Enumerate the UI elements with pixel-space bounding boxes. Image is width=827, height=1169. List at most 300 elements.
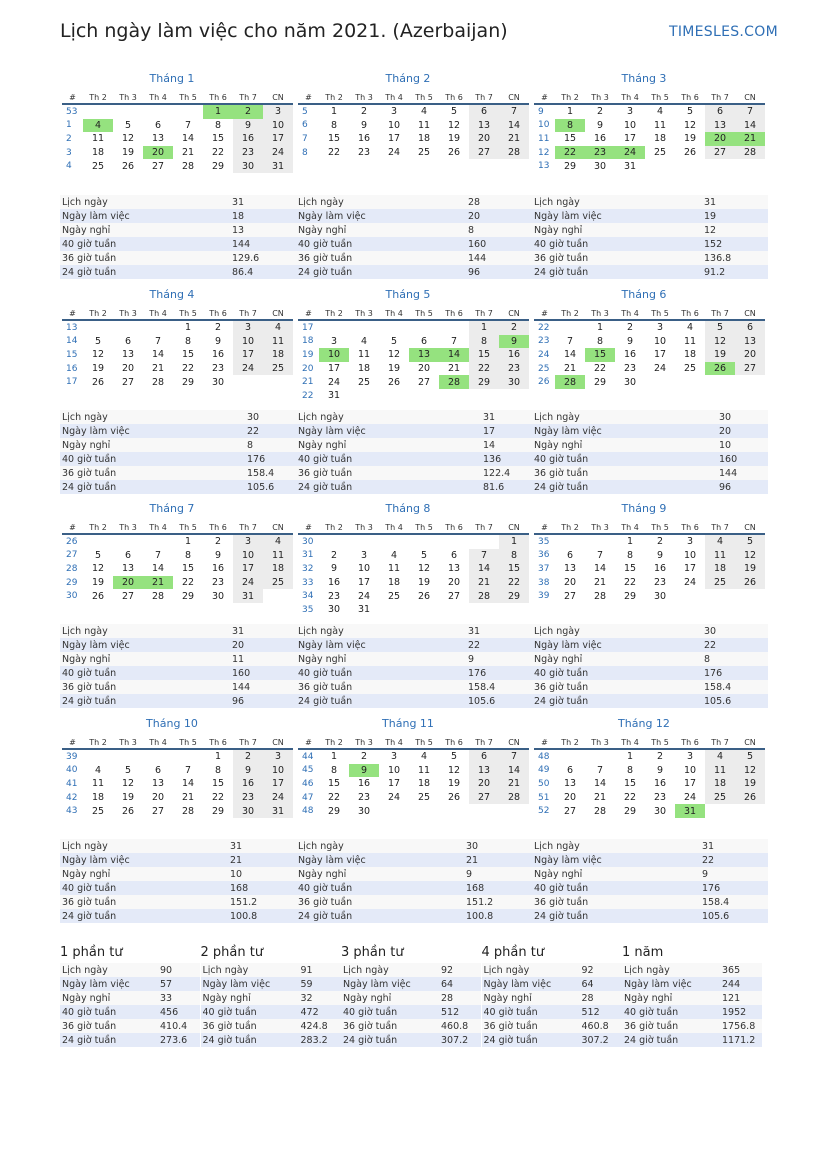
weekend-cell[interactable]: 16 xyxy=(233,777,263,791)
day-cell[interactable]: 30 xyxy=(211,590,225,602)
day-cell[interactable]: 21 xyxy=(593,792,607,804)
day-cell[interactable]: 4 xyxy=(360,335,368,347)
day-cell[interactable]: 6 xyxy=(154,764,162,776)
day-cell[interactable]: 3 xyxy=(360,549,368,561)
day-cell[interactable]: 24 xyxy=(327,376,341,388)
day-cell[interactable]: 23 xyxy=(211,363,225,375)
day-cell[interactable]: 13 xyxy=(121,563,135,575)
day-cell[interactable]: 23 xyxy=(327,590,341,602)
weekend-cell[interactable]: 3 xyxy=(263,104,293,119)
weekend-cell[interactable]: 19 xyxy=(735,562,765,576)
weekend-cell[interactable]: 17 xyxy=(263,777,293,791)
weekend-cell[interactable]: 8 xyxy=(499,549,529,563)
day-cell[interactable]: 29 xyxy=(181,590,195,602)
weekend-cell[interactable]: 18 xyxy=(705,777,735,791)
weekend-cell[interactable]: 16 xyxy=(233,132,263,146)
weekend-cell[interactable]: 2 xyxy=(499,320,529,335)
day-cell[interactable]: 18 xyxy=(357,363,371,375)
day-cell[interactable]: 23 xyxy=(357,792,371,804)
day-cell[interactable]: 7 xyxy=(184,764,192,776)
day-cell[interactable]: 10 xyxy=(387,764,401,776)
day-cell[interactable]: 3 xyxy=(390,751,398,763)
day-cell[interactable]: 10 xyxy=(683,549,697,561)
day-cell[interactable]: 30 xyxy=(653,805,667,817)
weekend-cell[interactable]: 7 xyxy=(499,104,529,119)
weekend-cell[interactable]: 18 xyxy=(263,348,293,362)
day-cell[interactable]: 3 xyxy=(656,322,664,334)
weekend-cell[interactable]: 24 xyxy=(233,362,263,376)
day-cell[interactable]: 24 xyxy=(387,147,401,159)
day-cell[interactable]: 19 xyxy=(91,363,105,375)
day-cell[interactable]: 3 xyxy=(686,751,694,763)
weekend-cell[interactable]: 3 xyxy=(233,320,263,335)
day-cell[interactable]: 13 xyxy=(121,349,135,361)
day-cell[interactable]: 7 xyxy=(154,549,162,561)
day-cell[interactable]: 17 xyxy=(683,778,697,790)
day-cell[interactable]: 26 xyxy=(91,376,105,388)
day-cell[interactable]: 30 xyxy=(653,590,667,602)
weekend-cell[interactable]: 5 xyxy=(735,749,765,764)
day-cell[interactable]: 18 xyxy=(91,792,105,804)
day-cell[interactable]: 2 xyxy=(360,751,368,763)
weekend-cell[interactable]: 6 xyxy=(469,749,499,764)
day-cell[interactable]: 14 xyxy=(593,563,607,575)
day-cell[interactable]: 10 xyxy=(653,335,667,347)
day-cell[interactable]: 13 xyxy=(151,778,165,790)
day-cell[interactable]: 10 xyxy=(623,119,637,131)
day-cell[interactable]: 24 xyxy=(387,792,401,804)
holiday-cell[interactable]: 9 xyxy=(349,764,379,778)
day-cell[interactable]: 31 xyxy=(357,604,371,616)
weekend-cell[interactable]: 27 xyxy=(705,146,735,160)
day-cell[interactable]: 20 xyxy=(417,363,431,375)
day-cell[interactable]: 21 xyxy=(181,792,195,804)
holiday-cell[interactable]: 15 xyxy=(585,348,615,362)
day-cell[interactable]: 11 xyxy=(387,563,401,575)
weekend-cell[interactable]: 17 xyxy=(263,132,293,146)
day-cell[interactable]: 28 xyxy=(151,376,165,388)
weekend-cell[interactable]: 3 xyxy=(233,534,263,549)
day-cell[interactable]: 1 xyxy=(184,322,192,334)
weekend-cell[interactable]: 16 xyxy=(499,348,529,362)
day-cell[interactable]: 16 xyxy=(327,577,341,589)
day-cell[interactable]: 29 xyxy=(623,590,637,602)
weekend-cell[interactable]: 23 xyxy=(499,362,529,376)
weekend-cell[interactable]: 30 xyxy=(233,804,263,818)
day-cell[interactable]: 15 xyxy=(181,349,195,361)
day-cell[interactable]: 3 xyxy=(626,106,634,118)
day-cell[interactable]: 15 xyxy=(211,778,225,790)
day-cell[interactable]: 21 xyxy=(447,363,461,375)
day-cell[interactable]: 14 xyxy=(151,563,165,575)
weekend-cell[interactable]: 15 xyxy=(469,348,499,362)
day-cell[interactable]: 28 xyxy=(593,590,607,602)
holiday-cell[interactable]: 8 xyxy=(555,119,585,133)
day-cell[interactable]: 19 xyxy=(447,778,461,790)
day-cell[interactable]: 11 xyxy=(417,119,431,131)
weekend-cell[interactable]: 22 xyxy=(469,362,499,376)
day-cell[interactable]: 15 xyxy=(623,778,637,790)
day-cell[interactable]: 12 xyxy=(447,119,461,131)
day-cell[interactable]: 5 xyxy=(450,751,458,763)
day-cell[interactable]: 28 xyxy=(593,805,607,817)
weekend-cell[interactable]: 11 xyxy=(263,335,293,349)
day-cell[interactable]: 19 xyxy=(91,577,105,589)
day-cell[interactable]: 17 xyxy=(653,349,667,361)
weekend-cell[interactable]: 28 xyxy=(499,146,529,160)
day-cell[interactable]: 25 xyxy=(91,805,105,817)
holiday-cell[interactable]: 24 xyxy=(615,146,645,160)
day-cell[interactable]: 7 xyxy=(566,335,574,347)
day-cell[interactable]: 1 xyxy=(330,106,338,118)
holiday-cell[interactable]: 23 xyxy=(585,146,615,160)
holiday-cell[interactable]: 21 xyxy=(735,132,765,146)
day-cell[interactable]: 18 xyxy=(653,133,667,145)
day-cell[interactable]: 17 xyxy=(623,133,637,145)
day-cell[interactable]: 12 xyxy=(387,349,401,361)
weekend-cell[interactable]: 10 xyxy=(233,335,263,349)
day-cell[interactable]: 4 xyxy=(656,106,664,118)
weekend-cell[interactable]: 25 xyxy=(705,576,735,590)
day-cell[interactable]: 25 xyxy=(417,147,431,159)
weekend-cell[interactable]: 26 xyxy=(735,791,765,805)
day-cell[interactable]: 3 xyxy=(330,335,338,347)
day-cell[interactable]: 26 xyxy=(447,147,461,159)
weekend-cell[interactable]: 24 xyxy=(233,576,263,590)
day-cell[interactable]: 12 xyxy=(91,563,105,575)
day-cell[interactable]: 2 xyxy=(596,106,604,118)
day-cell[interactable]: 6 xyxy=(124,549,132,561)
weekend-cell[interactable]: 13 xyxy=(469,764,499,778)
day-cell[interactable]: 7 xyxy=(184,119,192,131)
day-cell[interactable]: 18 xyxy=(417,133,431,145)
day-cell[interactable]: 9 xyxy=(214,549,222,561)
day-cell[interactable]: 27 xyxy=(151,160,165,172)
weekend-cell[interactable]: 8 xyxy=(469,335,499,349)
weekend-cell[interactable]: 12 xyxy=(705,335,735,349)
day-cell[interactable]: 26 xyxy=(91,590,105,602)
day-cell[interactable]: 10 xyxy=(683,764,697,776)
weekend-cell[interactable]: 22 xyxy=(499,576,529,590)
day-cell[interactable]: 28 xyxy=(151,590,165,602)
day-cell[interactable]: 8 xyxy=(330,764,338,776)
day-cell[interactable]: 11 xyxy=(357,349,371,361)
day-cell[interactable]: 1 xyxy=(184,536,192,548)
day-cell[interactable]: 2 xyxy=(330,549,338,561)
day-cell[interactable]: 10 xyxy=(387,119,401,131)
day-cell[interactable]: 28 xyxy=(181,805,195,817)
day-cell[interactable]: 8 xyxy=(214,764,222,776)
weekend-cell[interactable]: 28 xyxy=(735,146,765,160)
day-cell[interactable]: 9 xyxy=(214,335,222,347)
day-cell[interactable]: 12 xyxy=(417,563,431,575)
weekend-cell[interactable]: 20 xyxy=(469,132,499,146)
day-cell[interactable]: 23 xyxy=(653,792,667,804)
day-cell[interactable]: 8 xyxy=(184,335,192,347)
day-cell[interactable]: 23 xyxy=(357,147,371,159)
day-cell[interactable]: 5 xyxy=(94,335,102,347)
day-cell[interactable]: 2 xyxy=(360,106,368,118)
weekend-cell[interactable]: 17 xyxy=(233,562,263,576)
weekend-cell[interactable]: 4 xyxy=(263,534,293,549)
day-cell[interactable]: 24 xyxy=(357,590,371,602)
weekend-cell[interactable]: 25 xyxy=(705,791,735,805)
day-cell[interactable]: 14 xyxy=(181,133,195,145)
day-cell[interactable]: 18 xyxy=(387,577,401,589)
weekend-cell[interactable]: 4 xyxy=(705,534,735,549)
day-cell[interactable]: 17 xyxy=(683,563,697,575)
weekend-cell[interactable]: 5 xyxy=(705,320,735,335)
weekend-cell[interactable]: 6 xyxy=(469,104,499,119)
day-cell[interactable]: 26 xyxy=(683,147,697,159)
day-cell[interactable]: 2 xyxy=(214,322,222,334)
day-cell[interactable]: 6 xyxy=(450,549,458,561)
day-cell[interactable]: 9 xyxy=(656,549,664,561)
holiday-cell[interactable]: 21 xyxy=(143,576,173,590)
weekend-cell[interactable]: 11 xyxy=(705,764,735,778)
day-cell[interactable]: 14 xyxy=(151,349,165,361)
day-cell[interactable]: 15 xyxy=(327,778,341,790)
day-cell[interactable]: 25 xyxy=(387,590,401,602)
weekend-cell[interactable]: 17 xyxy=(233,348,263,362)
day-cell[interactable]: 9 xyxy=(360,119,368,131)
day-cell[interactable]: 8 xyxy=(184,549,192,561)
day-cell[interactable]: 11 xyxy=(417,764,431,776)
day-cell[interactable]: 1 xyxy=(330,751,338,763)
day-cell[interactable]: 8 xyxy=(330,119,338,131)
weekend-cell[interactable]: 14 xyxy=(499,764,529,778)
day-cell[interactable]: 30 xyxy=(357,805,371,817)
day-cell[interactable]: 4 xyxy=(94,764,102,776)
weekend-cell[interactable]: 13 xyxy=(705,119,735,133)
holiday-cell[interactable]: 31 xyxy=(675,804,705,818)
day-cell[interactable]: 29 xyxy=(211,805,225,817)
weekend-cell[interactable]: 29 xyxy=(499,589,529,603)
weekend-cell[interactable]: 14 xyxy=(469,562,499,576)
day-cell[interactable]: 8 xyxy=(626,764,634,776)
day-cell[interactable]: 1 xyxy=(566,106,574,118)
day-cell[interactable]: 15 xyxy=(563,133,577,145)
day-cell[interactable]: 16 xyxy=(357,133,371,145)
holiday-cell[interactable]: 2 xyxy=(233,104,263,119)
weekend-cell[interactable]: 21 xyxy=(499,777,529,791)
weekend-cell[interactable]: 12 xyxy=(735,764,765,778)
day-cell[interactable]: 31 xyxy=(623,160,637,172)
day-cell[interactable]: 22 xyxy=(211,792,225,804)
day-cell[interactable]: 11 xyxy=(653,119,667,131)
weekend-cell[interactable]: 7 xyxy=(499,749,529,764)
weekend-cell[interactable]: 24 xyxy=(263,791,293,805)
day-cell[interactable]: 19 xyxy=(417,577,431,589)
weekend-cell[interactable]: 4 xyxy=(705,749,735,764)
day-cell[interactable]: 17 xyxy=(387,133,401,145)
day-cell[interactable]: 30 xyxy=(327,604,341,616)
day-cell[interactable]: 19 xyxy=(447,133,461,145)
day-cell[interactable]: 2 xyxy=(656,751,664,763)
day-cell[interactable]: 5 xyxy=(450,106,458,118)
day-cell[interactable]: 5 xyxy=(94,549,102,561)
day-cell[interactable]: 1 xyxy=(596,322,604,334)
site-brand-link[interactable]: TIMESLES.COM xyxy=(669,24,778,40)
day-cell[interactable]: 20 xyxy=(121,363,135,375)
day-cell[interactable]: 4 xyxy=(390,549,398,561)
weekend-cell[interactable]: 10 xyxy=(263,119,293,133)
day-cell[interactable]: 22 xyxy=(623,577,637,589)
weekend-cell[interactable]: 6 xyxy=(705,104,735,119)
day-cell[interactable]: 13 xyxy=(447,563,461,575)
day-cell[interactable]: 7 xyxy=(450,335,458,347)
holiday-cell[interactable]: 20 xyxy=(143,146,173,160)
day-cell[interactable]: 20 xyxy=(151,792,165,804)
weekend-cell[interactable]: 29 xyxy=(469,375,499,389)
day-cell[interactable]: 27 xyxy=(417,376,431,388)
weekend-cell[interactable]: 4 xyxy=(263,320,293,335)
day-cell[interactable]: 29 xyxy=(593,376,607,388)
day-cell[interactable]: 24 xyxy=(683,577,697,589)
day-cell[interactable]: 3 xyxy=(686,536,694,548)
day-cell[interactable]: 6 xyxy=(154,119,162,131)
day-cell[interactable]: 6 xyxy=(566,549,574,561)
day-cell[interactable]: 29 xyxy=(211,160,225,172)
day-cell[interactable]: 30 xyxy=(593,160,607,172)
day-cell[interactable]: 21 xyxy=(563,363,577,375)
day-cell[interactable]: 16 xyxy=(623,349,637,361)
day-cell[interactable]: 12 xyxy=(121,133,135,145)
day-cell[interactable]: 17 xyxy=(357,577,371,589)
weekend-cell[interactable]: 31 xyxy=(233,589,263,603)
day-cell[interactable]: 18 xyxy=(683,349,697,361)
day-cell[interactable]: 19 xyxy=(121,792,135,804)
day-cell[interactable]: 12 xyxy=(121,778,135,790)
day-cell[interactable]: 12 xyxy=(683,119,697,131)
day-cell[interactable]: 22 xyxy=(181,577,195,589)
day-cell[interactable]: 5 xyxy=(390,335,398,347)
day-cell[interactable]: 22 xyxy=(327,147,341,159)
day-cell[interactable]: 26 xyxy=(387,376,401,388)
weekend-cell[interactable]: 15 xyxy=(499,562,529,576)
weekend-cell[interactable]: 5 xyxy=(735,534,765,549)
day-cell[interactable]: 16 xyxy=(357,778,371,790)
weekend-cell[interactable]: 30 xyxy=(499,375,529,389)
day-cell[interactable]: 5 xyxy=(124,764,132,776)
weekend-cell[interactable]: 20 xyxy=(735,348,765,362)
day-cell[interactable]: 22 xyxy=(211,147,225,159)
day-cell[interactable]: 21 xyxy=(181,147,195,159)
weekend-cell[interactable]: 13 xyxy=(735,335,765,349)
day-cell[interactable]: 21 xyxy=(593,577,607,589)
day-cell[interactable]: 15 xyxy=(623,563,637,575)
weekend-cell[interactable]: 13 xyxy=(469,119,499,133)
weekend-cell[interactable]: 19 xyxy=(735,777,765,791)
day-cell[interactable]: 20 xyxy=(563,577,577,589)
day-cell[interactable]: 30 xyxy=(211,376,225,388)
holiday-cell[interactable]: 13 xyxy=(409,348,439,362)
day-cell[interactable]: 29 xyxy=(181,376,195,388)
day-cell[interactable]: 27 xyxy=(563,805,577,817)
weekend-cell[interactable]: 23 xyxy=(233,146,263,160)
day-cell[interactable]: 25 xyxy=(683,363,697,375)
day-cell[interactable]: 4 xyxy=(686,322,694,334)
day-cell[interactable]: 1 xyxy=(626,536,634,548)
weekend-cell[interactable]: 18 xyxy=(263,562,293,576)
day-cell[interactable]: 9 xyxy=(596,119,604,131)
day-cell[interactable]: 27 xyxy=(447,590,461,602)
day-cell[interactable]: 5 xyxy=(124,119,132,131)
weekend-cell[interactable]: 14 xyxy=(735,119,765,133)
weekend-cell[interactable]: 3 xyxy=(263,749,293,764)
day-cell[interactable]: 27 xyxy=(121,590,135,602)
weekend-cell[interactable]: 27 xyxy=(469,791,499,805)
day-cell[interactable]: 27 xyxy=(121,376,135,388)
day-cell[interactable]: 20 xyxy=(447,577,461,589)
day-cell[interactable]: 23 xyxy=(211,577,225,589)
day-cell[interactable]: 27 xyxy=(151,805,165,817)
day-cell[interactable]: 13 xyxy=(151,133,165,145)
weekend-cell[interactable]: 9 xyxy=(233,764,263,778)
day-cell[interactable]: 16 xyxy=(593,133,607,145)
day-cell[interactable]: 31 xyxy=(327,390,341,402)
weekend-cell[interactable]: 27 xyxy=(469,146,499,160)
weekend-cell[interactable]: 14 xyxy=(499,119,529,133)
weekend-cell[interactable]: 1 xyxy=(499,534,529,549)
day-cell[interactable]: 19 xyxy=(387,363,401,375)
day-cell[interactable]: 25 xyxy=(417,792,431,804)
day-cell[interactable]: 24 xyxy=(683,792,697,804)
day-cell[interactable]: 14 xyxy=(563,349,577,361)
holiday-cell[interactable]: 22 xyxy=(555,146,585,160)
day-cell[interactable]: 1 xyxy=(626,751,634,763)
day-cell[interactable]: 16 xyxy=(653,563,667,575)
day-cell[interactable]: 11 xyxy=(91,778,105,790)
weekend-cell[interactable]: 25 xyxy=(263,362,293,376)
weekend-cell[interactable]: 24 xyxy=(263,146,293,160)
day-cell[interactable]: 10 xyxy=(357,563,371,575)
day-cell[interactable]: 18 xyxy=(417,778,431,790)
holiday-cell[interactable]: 20 xyxy=(113,576,143,590)
day-cell[interactable]: 25 xyxy=(653,147,667,159)
day-cell[interactable]: 5 xyxy=(686,106,694,118)
weekend-cell[interactable]: 10 xyxy=(233,549,263,563)
weekend-cell[interactable]: 30 xyxy=(233,159,263,173)
day-cell[interactable]: 5 xyxy=(420,549,428,561)
day-cell[interactable]: 26 xyxy=(121,160,135,172)
day-cell[interactable]: 29 xyxy=(327,805,341,817)
weekend-cell[interactable]: 1 xyxy=(469,320,499,335)
day-cell[interactable]: 15 xyxy=(211,133,225,145)
day-cell[interactable]: 17 xyxy=(327,363,341,375)
weekend-cell[interactable]: 31 xyxy=(263,159,293,173)
weekend-cell[interactable]: 12 xyxy=(735,549,765,563)
day-cell[interactable]: 9 xyxy=(626,335,634,347)
holiday-cell[interactable]: 28 xyxy=(555,375,585,389)
holiday-cell[interactable]: 26 xyxy=(705,362,735,376)
holiday-cell[interactable]: 1 xyxy=(203,104,233,119)
weekend-cell[interactable]: 19 xyxy=(705,348,735,362)
weekend-cell[interactable]: 2 xyxy=(233,749,263,764)
day-cell[interactable]: 9 xyxy=(330,563,338,575)
day-cell[interactable]: 18 xyxy=(91,147,105,159)
day-cell[interactable]: 7 xyxy=(596,549,604,561)
day-cell[interactable]: 22 xyxy=(327,792,341,804)
day-cell[interactable]: 12 xyxy=(447,764,461,776)
day-cell[interactable]: 25 xyxy=(91,160,105,172)
day-cell[interactable]: 12 xyxy=(91,349,105,361)
day-cell[interactable]: 15 xyxy=(327,133,341,145)
weekend-cell[interactable]: 6 xyxy=(735,320,765,335)
day-cell[interactable]: 3 xyxy=(390,106,398,118)
holiday-cell[interactable]: 10 xyxy=(319,348,349,362)
day-cell[interactable]: 11 xyxy=(683,335,697,347)
